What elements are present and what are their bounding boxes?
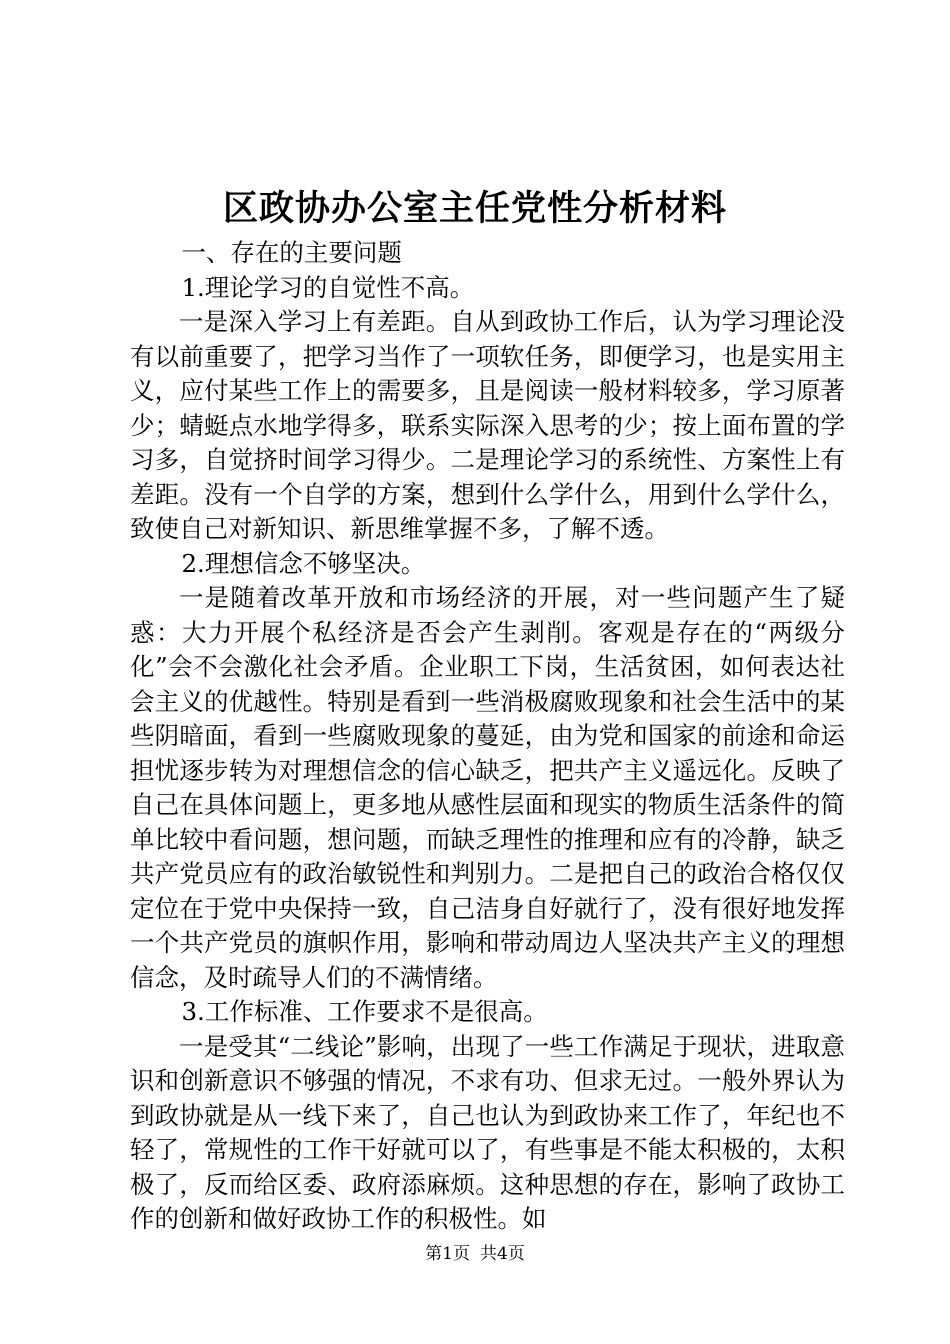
item-heading-2: 2.理想信念不够坚决。: [181, 548, 426, 578]
page-footer: [0, 1242, 950, 1266]
document-body: [130, 236, 845, 1237]
item-heading-3: 3.工作标准、工作要求不是很高。: [181, 997, 548, 1026]
page-number-total: 共4页: [480, 1244, 525, 1264]
item-paragraph-3: 一是受其“二线论”影响，出现了一些工作满足于现状，进取意识和创新意识不够强的情况，不求有功、但求无过。一般外界认为到政协就是从一线下来了，自己也认为到政协来工作了，年纪也不轻了，常规性的工作干好就可以了，有些事是不能太积极的，太积极了，反而给区委、政府添麻烦。这种思想的存在，影响了政协工作的创新和做好政协工作的积极性。如: [130, 1031, 845, 1233]
item-paragraph-2: 一是随着改革开放和市场经济的开展，对一些问题产生了疑惑：大力开展个私经济是否会产生剥削。客观是存在的“两级分化”会不会激化社会矛盾。企业职工下岗，生活贫困，如何表达社会主义的优越性。特别是看到一些消极腐败现象和社会生活中的某些阴暗面，看到一些腐败现象的蔓延，由为党和国家的前途和命运担忧逐步转为对理想信念的信心缺乏，把共产主义遥远化。反映了自己在具体问题上，更多地从感性层面和现实的物质生活条件的简单比较中看问题，想问题，而缺乏理性的推理和应有的冷静，缺乏共产党员应有的政治敏锐性和判别力。二是把自己的政治合格仅仅定位在于党中央保持一致，自己洁身自好就行了，没有很好地发挥一个共产党员的旗帜作用，影响和带动周边人坚决共产主义的理想信念，及时疏导人们的不满情绪。: [130, 583, 845, 992]
section-heading: 一、存在的主要问题: [181, 238, 402, 267]
document-title: 区政协办公室主任党性分析材料: [222, 188, 727, 229]
item-heading-1: 1.理论学习的自觉性不高。: [181, 272, 475, 302]
item-paragraph-1: 一是深入学习上有差距。自从到政协工作后，认为学习理论没有以前重要了，把学习当作了一项软任务，即便学习，也是实用主义，应付某些工作上的需要多，且是阅读一般材料较多，学习原著少；蜻蜓点水地学得多，联系实际深入思考的少；按上面布置的学习多，自觉挤时间学习得少。二是理论学习的系统性、方案性上有差距。没有一个自学的方案，想到什么学什么，用到什么学什么，致使自己对新知识、新思维掌握不多，了解不透。: [130, 307, 845, 543]
page-number-current: 第1页: [425, 1244, 470, 1264]
